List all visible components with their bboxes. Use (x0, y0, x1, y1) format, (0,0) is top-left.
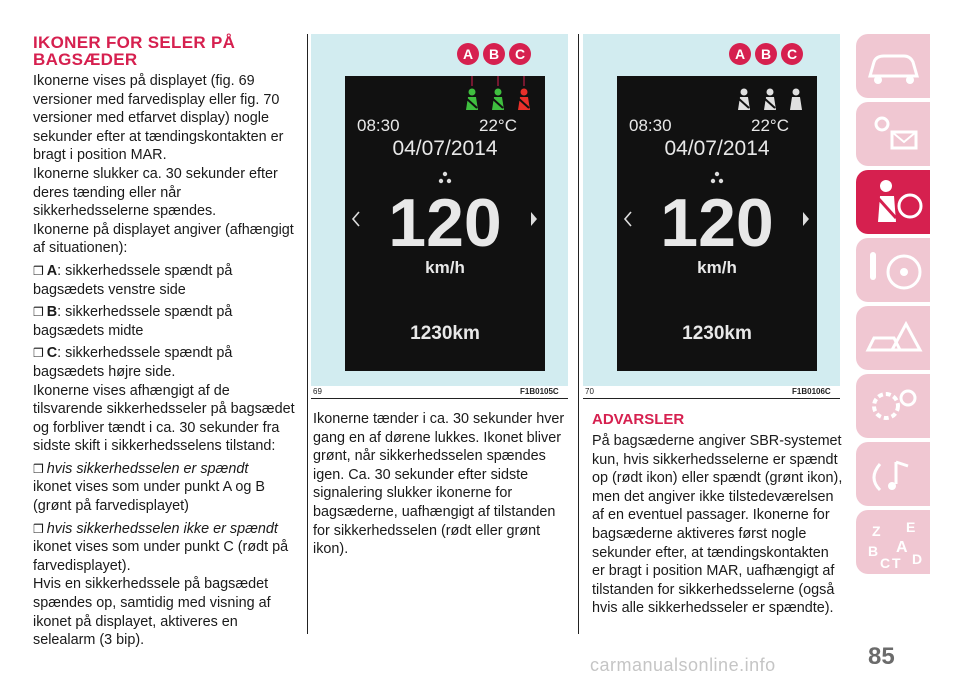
index-letter: E (906, 519, 916, 535)
speed-unit: km/h (425, 258, 465, 277)
bullet-icon: ❒ (33, 521, 44, 536)
driving-steering-icon[interactable] (856, 238, 930, 302)
odometer-readout: 1230km (410, 323, 480, 344)
bullet-icon: ❒ (33, 305, 44, 320)
case-label-text: hvis sikkerhedsselen er spændt (46, 460, 249, 477)
paragraph: Ikonerne vises afhængigt af de tilsvarende sikkerhedsseler på bagsædet og forbliver tændt i ca. 30 sekunder fra sidste skift i sikkerhedsselens tilstand: (33, 382, 295, 455)
figure-number: 70 (585, 387, 594, 396)
warnings-heading: ADVARSLER (592, 411, 685, 428)
left-column-text (33, 72, 298, 650)
seatbelt-icon-right (790, 89, 802, 111)
item-key: A (46, 262, 58, 279)
bullet-icon: ❒ (33, 461, 44, 476)
date-readout: 04/07/2014 (664, 137, 770, 160)
temperature-readout: 22°C (479, 116, 517, 135)
label-a-badge: A (457, 43, 479, 65)
speed-readout: 120 (660, 185, 774, 261)
temperature-readout: 22°C (751, 116, 789, 135)
figure-69 (311, 34, 568, 386)
index-letter: T (892, 555, 901, 571)
dot-icon (715, 172, 719, 176)
figure-70 (583, 34, 840, 386)
page-number: 85 (868, 643, 895, 670)
seatbelt-icon-middle (492, 89, 504, 111)
item-key: C (46, 345, 58, 362)
middle-text: Ikonerne tænder i ca. 30 sekunder hver gang en af dørene lukkes. Ikonet bliver grønt, når sikkerhedsselen spændes igen. Ca. 30 sekunder efter sidste signalering slukker ikonerne for bagsæderne, uafhængigt af tilstanden for sikkerhedsselen (rødt eller grønt ikon). (313, 411, 565, 558)
item-text: : sikkerhedssele spændt på bagsædets midte (33, 304, 233, 339)
speed-unit: km/h (697, 258, 737, 277)
index-letter: D (912, 551, 923, 567)
list-item-b (33, 303, 298, 340)
case-label (33, 460, 298, 479)
time-readout: 08:30 (629, 116, 672, 135)
item-text: : sikkerhedssele spændt på bagsædets højre side. (33, 345, 233, 380)
time-readout: 08:30 (357, 116, 400, 135)
date-readout: 04/07/2014 (392, 137, 498, 160)
speed-readout: 120 (388, 185, 502, 261)
dot-icon (447, 179, 451, 183)
seatbelt-icon-right (518, 89, 530, 111)
dot-icon (439, 179, 443, 183)
index-icon[interactable] (856, 510, 930, 574)
column-divider (307, 34, 308, 634)
column-divider (578, 34, 579, 634)
item-text: : sikkerhedssele spændt på bagsædets venstre side (33, 262, 233, 298)
warnings-text: På bagsæderne angiver SBR-systemet kun, hvis sikkerhedsselerne er spændt op (rødt ikon) eller spændt (grønt ikon), men det angiver ikke tilstedeværelsen af en eventuel passager. Ikonerne for bagsæderne aktiveres først nogle sekunder efter, at tændingskontakten er bragt i position MAR, uafhængigt af tilstanden for sikkerhedsselerne (også hvis alle sikkerhedsseler er spændte). (592, 433, 843, 617)
label-b-badge: B (483, 43, 505, 65)
seatbelt-icon-left (466, 89, 478, 111)
odometer-readout: 1230km (682, 323, 752, 344)
figure-rule (583, 398, 840, 399)
item-key: B (46, 304, 58, 321)
index-letter: A (896, 539, 908, 556)
seatbelt-icon-left (738, 89, 750, 111)
multimedia-icon[interactable] (856, 442, 930, 506)
section-heading: IKONER FOR SELER PÅ BAGSÆDER (33, 33, 236, 69)
dot-icon (719, 179, 723, 183)
index-letter: C (880, 555, 891, 571)
label-b-badge: B (755, 43, 777, 65)
label-a-badge: A (729, 43, 751, 65)
warning-lights-icon[interactable] (856, 102, 930, 166)
paragraph: Ikonerne vises på displayet (fig. 69 versioner med farvedisplay eller fig. 70 versioner med etfarvet display) nogle sekunder efter at tændingskontakten er bragt i position MAR. (33, 73, 284, 164)
list-item-a (33, 262, 298, 299)
seatbelt-icon-middle (764, 89, 776, 111)
paragraph: Ikonerne på displayet angiver (afhængigt af situationen): (33, 221, 294, 257)
list-item-c (33, 344, 298, 381)
emergency-icon[interactable] (856, 306, 930, 370)
seatbelt-airbag-icon[interactable] (856, 170, 930, 234)
cluster-display (345, 76, 545, 371)
bullet-icon: ❒ (33, 346, 44, 361)
paragraph: Hvis en sikkerhedssele på bagsædet spændes op, samtidig med visning af ikonet på displayet, aktiveres en selealarm (3 bip). (33, 576, 271, 649)
bullet-icon: ❒ (33, 263, 44, 278)
paragraph: ikonet vises som under punkt A og B (grønt på farvedisplayet) (33, 479, 265, 515)
figure-rule (311, 398, 568, 399)
maintenance-icon[interactable] (856, 374, 930, 438)
paragraph: Ikonerne slukker ca. 30 sekunder efter deres tænding eller når sikkerhedsselerne spændes. (33, 165, 278, 220)
label-c-badge: C (509, 43, 531, 65)
index-letter: Z (872, 523, 881, 539)
case-label (33, 520, 298, 539)
dot-icon (711, 179, 715, 183)
cluster-display (617, 76, 817, 371)
figure-number: 69 (313, 387, 322, 396)
paragraph: ikonet vises som under punkt C (rødt på farvedisplayet). (33, 539, 289, 574)
car-info-icon[interactable] (856, 34, 930, 98)
case-label-text: hvis sikkerhedsselen ikke er spændt (46, 520, 278, 537)
figure-code: F1B0105C (520, 387, 559, 396)
watermark: carmanualsonline.info (590, 655, 776, 675)
figure-code: F1B0106C (792, 387, 831, 396)
index-letter: B (868, 543, 879, 559)
dot-icon (443, 172, 447, 176)
label-c-badge: C (781, 43, 803, 65)
